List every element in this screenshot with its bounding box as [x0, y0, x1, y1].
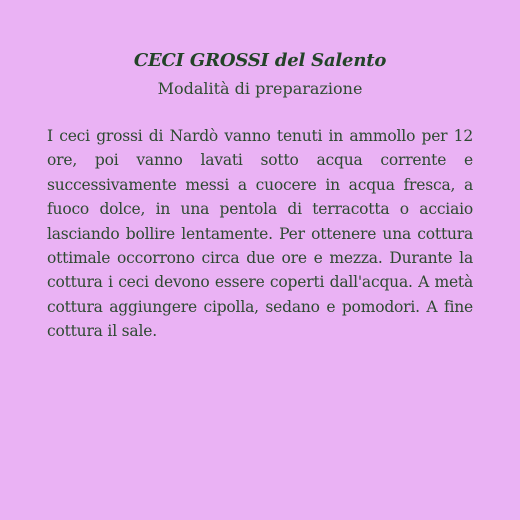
page-title: CECI GROSSI del Salento [133, 50, 387, 71]
preparation-text: I ceci grossi di Nardò vanno tenuti in ammollo per 12 ore, poi vanno lavati sotto acqua corrente e successivamente messi a cuocere in acqua fresca, a fuoco dolce, in una pentola di terracotta o acciaio lasciando bollire lentamente. Per ottenere una cottura ottimale occorrono circa due ore e mezza. Durante la cottura i ceci devono essere coperti dall'acqua. A metà cottura aggiungere cipolla, sedano e pomodori. A fine cottura il sale. [47, 127, 473, 341]
page-subtitle: Modalità di preparazione [157, 79, 363, 98]
